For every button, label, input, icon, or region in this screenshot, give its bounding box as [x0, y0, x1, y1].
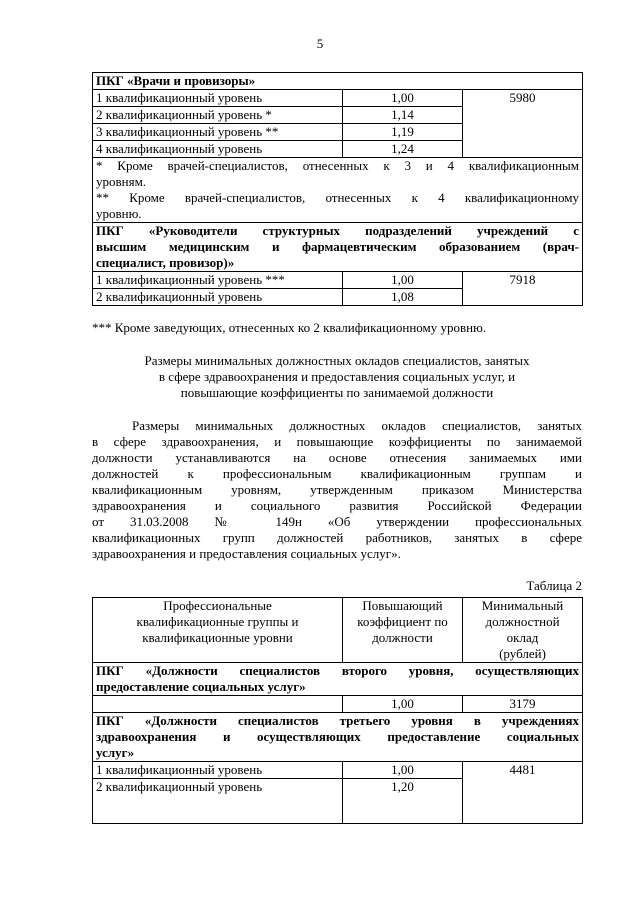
header-line: квалификационные уровни	[142, 630, 293, 645]
paragraph-line: квалификационных групп должностей работников, занятых в сфере	[92, 530, 582, 545]
group-title-line: ПКГ «Руководители структурных подразделений учреждений с	[96, 223, 580, 238]
header-line: коэффициент по	[357, 614, 448, 629]
column-header-salary	[463, 598, 583, 663]
level-cell: 1 квалификационный уровень ***	[93, 272, 343, 289]
level-cell: 4 квалификационный уровень	[93, 141, 343, 158]
group-title-line: предоставление социальных услуг»	[96, 679, 306, 694]
table-header-row	[93, 598, 583, 663]
coef-cell: 1,00	[343, 762, 463, 779]
group-title-heads	[93, 223, 583, 272]
header-line: квалификационные группы и	[136, 614, 299, 629]
coef-cell: 1,00	[343, 272, 463, 289]
coef-cell: 1,14	[343, 107, 463, 124]
salary-cell: 4481	[463, 762, 583, 824]
table-row	[93, 696, 583, 713]
footnote-2-line-b: уровню.	[96, 206, 142, 221]
coef-cell: 1,00	[343, 90, 463, 107]
group-title-line: специалист, провизор)»	[96, 255, 235, 270]
section-heading	[92, 353, 582, 401]
group-title-second-level	[93, 663, 583, 696]
header-line: Повышающий	[362, 598, 443, 613]
paragraph-line: квалификационным уровням, утвержденным приказом Министерства	[92, 482, 582, 497]
coef-cell: 1,00	[343, 696, 463, 713]
level-cell: 2 квалификационный уровень	[93, 289, 343, 306]
level-cell: 2 квалификационный уровень *	[93, 107, 343, 124]
header-line: оклад	[506, 630, 539, 645]
paragraph-line: Размеры минимальных должностных окладов специалистов, занятых	[132, 418, 582, 433]
salary-cell: 5980	[463, 90, 583, 158]
header-line: должности	[372, 630, 433, 645]
group-title-line: услуг»	[96, 745, 135, 760]
paragraph-line: здравоохранения и социального развития Российской Федерации	[92, 498, 582, 513]
level-cell: 2 квалификационный уровень	[93, 779, 343, 824]
paragraph-line: от 31.03.2008 № 149н «Об утверждении профессиональных	[92, 514, 582, 529]
table-label: Таблица 2	[526, 578, 582, 593]
header-line: должностной	[485, 614, 560, 629]
body-paragraph	[92, 418, 582, 562]
column-header-groups	[93, 598, 343, 663]
table-row	[93, 272, 583, 289]
coef-cell: 1,20	[343, 779, 463, 824]
level-cell: 1 квалификационный уровень	[93, 90, 343, 107]
header-line: Минимальный	[481, 598, 564, 613]
paragraph-line: должности устанавливаются на основе отнесения занимаемых ими	[92, 450, 582, 465]
column-header-coef	[343, 598, 463, 663]
group-title-line: здравоохранения и осуществляющих предоставление социальных	[96, 729, 579, 744]
group-title-doctors: ПКГ «Врачи и провизоры»	[93, 73, 583, 90]
table-row	[93, 762, 583, 779]
group-title-third-level	[93, 713, 583, 762]
header-line: (рублей)	[499, 646, 546, 661]
paragraph-line: здравоохранения и предоставления социальных услуг».	[92, 546, 401, 561]
salary-table-1	[92, 72, 583, 306]
heading-line: повышающие коэффициенты по занимаемой должности	[180, 385, 494, 400]
heading-line: Размеры минимальных должностных окладов специалистов, занятых	[144, 353, 530, 368]
header-line: Профессиональные	[163, 598, 272, 613]
footnote-cell	[93, 158, 583, 223]
footnote-1-line-a: * Кроме врачей-специалистов, отнесенных к 3 и 4 квалификационным	[96, 158, 580, 173]
table-row	[93, 90, 583, 107]
coef-cell: 1,24	[343, 141, 463, 158]
level-cell	[93, 696, 343, 713]
footnote-3: *** Кроме заведующих, отнесенных ко 2 квалификационному уровню.	[92, 320, 487, 335]
salary-cell: 7918	[463, 272, 583, 306]
group-title-line: высшим медицинским и фармацевтическим образованием (врач-	[96, 239, 580, 254]
level-cell: 1 квалификационный уровень	[93, 762, 343, 779]
page-number: 5	[316, 36, 324, 51]
salary-cell: 3179	[463, 696, 583, 713]
salary-table-2	[92, 597, 583, 824]
level-cell: 3 квалификационный уровень **	[93, 124, 343, 141]
heading-line: в сфере здравоохранения и предоставления социальных услуг, и	[158, 369, 516, 384]
coef-cell: 1,08	[343, 289, 463, 306]
paragraph-line: должностей к профессиональным квалификационным группам и	[92, 466, 582, 481]
footnote-2-line-a: ** Кроме врачей-специалистов, отнесенных к 4 квалификационному	[96, 190, 580, 205]
footnote-1-line-b: уровням.	[96, 174, 147, 189]
coef-cell: 1,19	[343, 124, 463, 141]
group-title-line: ПКГ «Должности специалистов второго уровня, осуществляющих	[96, 663, 579, 678]
paragraph-line: в сфере здравоохранения, и повышающие коэффициенты по занимаемой	[92, 434, 582, 449]
group-title-line: ПКГ «Должности специалистов третьего уровня в учреждениях	[96, 713, 579, 728]
